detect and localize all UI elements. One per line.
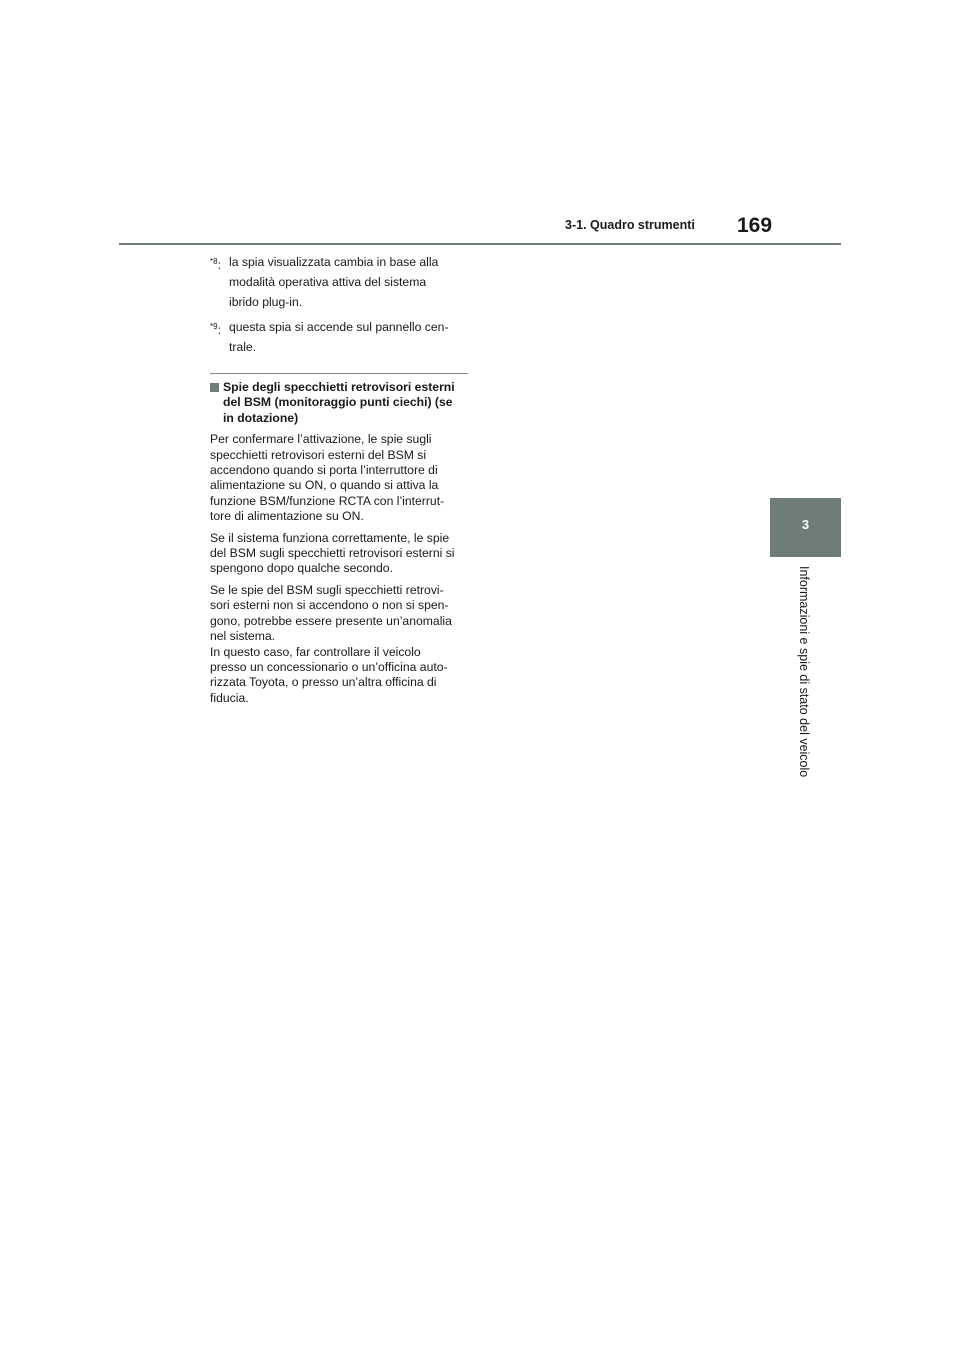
page-number: 169 <box>737 214 773 237</box>
running-header-section: 3-1. Quadro strumenti <box>565 218 695 232</box>
chapter-tab-number: 3 <box>801 517 810 532</box>
paragraph-line: del BSM sugli specchietti retrovisori esterni si <box>210 546 455 561</box>
paragraph-line: Per confermare l’attivazione, le spie sugli <box>210 432 432 447</box>
section-divider <box>210 373 468 374</box>
footnote <box>210 252 470 312</box>
footnote-marker: $^{*8}$: <box>210 257 221 272</box>
footnote-line: ibrido plug-in. <box>229 295 303 309</box>
paragraph-line: tore di alimentazione su ON. <box>210 509 364 524</box>
paragraph <box>210 531 470 577</box>
paragraph-line: Se le spie del BSM sugli specchietti retrovi- <box>210 582 444 597</box>
main-column <box>210 252 470 712</box>
paragraph-line: funzione BSM/funzione RCTA con l’interrut- <box>210 493 445 508</box>
paragraph-line: rizzata Toyota, o presso un’altra officina di <box>210 675 437 690</box>
header-divider <box>119 243 841 245</box>
paragraph-line: specchietti retrovisori esterni del BSM si <box>210 447 427 462</box>
paragraph-line: sori esterni non si accendono o non si spen- <box>210 598 449 613</box>
paragraph-line: nel sistema. <box>210 629 276 644</box>
footnote-line: la spia visualizzata cambia in base alla <box>229 255 439 269</box>
paragraph-line: spengono dopo qualche secondo. <box>210 561 393 576</box>
paragraph <box>210 583 470 706</box>
section-heading <box>210 380 470 426</box>
paragraph-line: accendono quando si porta l’interruttore di <box>210 463 438 478</box>
section-heading-line: in dotazione) <box>223 410 299 425</box>
paragraph-line: alimentazione su ON, o quando si attiva la <box>210 478 439 493</box>
paragraph-line: presso un concessionario o un’officina auto- <box>210 659 448 674</box>
paragraph-line: fiducia. <box>210 690 249 705</box>
footnote-marker: $^{*9}$: <box>210 322 221 337</box>
footnote-marker-number: *8 <box>210 257 218 266</box>
footnote-list <box>210 252 470 357</box>
footnote <box>210 317 470 357</box>
footnote-line: trale. <box>229 340 257 354</box>
paragraph-line: gono, potrebbe essere presente un’anomalia <box>210 613 452 628</box>
footnote-marker-number: *9 <box>210 322 218 331</box>
footnote-line: modalità operativa attiva del sistema <box>229 275 427 289</box>
paragraph <box>210 432 470 524</box>
paragraph-line: Se il sistema funziona correttamente, le spie <box>210 530 450 545</box>
section-heading-line: del BSM (monitoraggio punti ciechi) (se <box>223 395 453 410</box>
footnote-text <box>229 252 438 312</box>
chapter-tab <box>770 498 841 557</box>
chapter-tab-label: Informazioni e spie di stato del veicolo <box>797 566 811 778</box>
footnote-text <box>229 317 449 357</box>
section-heading-text <box>223 380 455 426</box>
section-heading-line: Spie degli specchietti retrovisori esterni <box>223 380 455 394</box>
section-body <box>210 432 470 706</box>
footnote-line: questa spia si accende sul pannello cen- <box>229 320 449 334</box>
square-bullet-icon <box>210 383 219 392</box>
paragraph-line: In questo caso, far controllare il veicolo <box>210 644 421 659</box>
